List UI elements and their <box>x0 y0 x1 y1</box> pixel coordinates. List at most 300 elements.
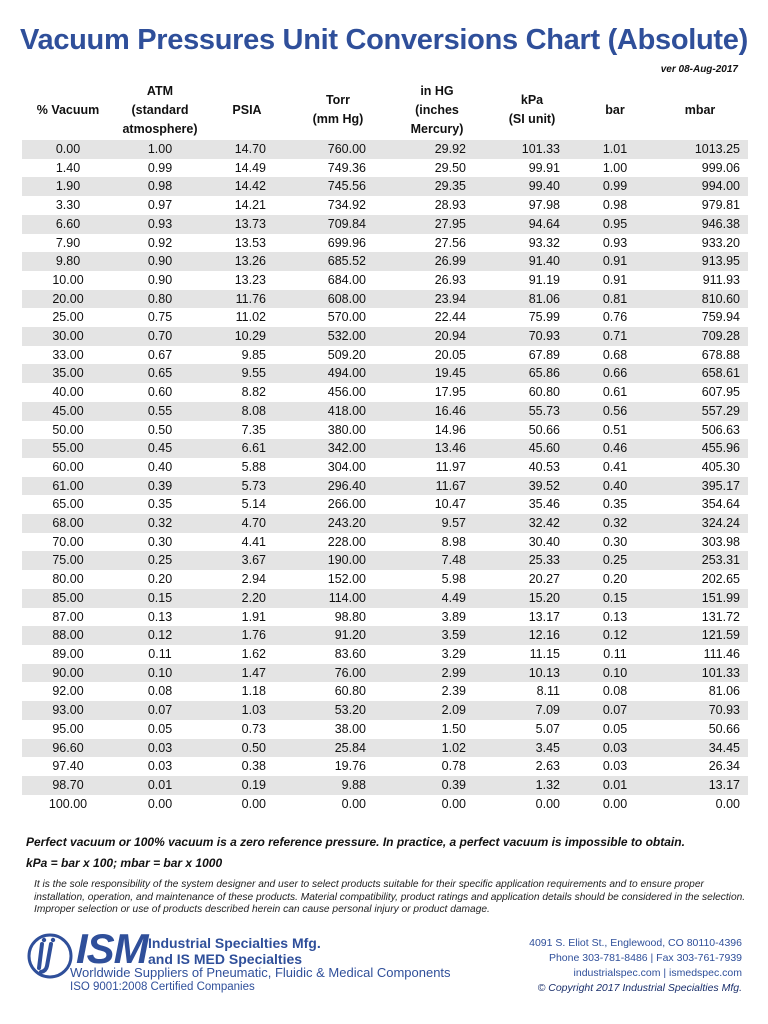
table-row <box>22 252 748 271</box>
table-cell: 8.82 <box>206 383 288 402</box>
table-cell: 749.36 <box>288 159 388 178</box>
table-cell: 658.61 <box>652 364 748 383</box>
table-cell: 709.84 <box>288 215 388 234</box>
table-cell: 0.10 <box>114 664 206 683</box>
table-cell: 1.18 <box>206 682 288 701</box>
table-cell: 26.99 <box>388 252 486 271</box>
table-cell: 0.00 <box>288 795 388 814</box>
table-cell: 7.48 <box>388 551 486 570</box>
table-cell: 913.95 <box>652 252 748 271</box>
table-cell: 70.93 <box>652 701 748 720</box>
table-cell: 13.73 <box>206 215 288 234</box>
table-cell: 0.12 <box>578 626 652 645</box>
table-cell: 70.93 <box>486 327 578 346</box>
table-cell: 32.42 <box>486 514 578 533</box>
table-cell: 0.00 <box>486 795 578 814</box>
table-row <box>22 421 748 440</box>
table-cell: 29.35 <box>388 177 486 196</box>
table-cell: 0.03 <box>114 739 206 758</box>
table-cell: 0.00 <box>652 795 748 814</box>
table-cell: 45.00 <box>22 402 114 421</box>
table-cell: 303.98 <box>652 533 748 552</box>
certification-text: ISO 9001:2008 Certified Companies <box>70 981 255 993</box>
table-cell: 88.00 <box>22 626 114 645</box>
table-row <box>22 739 748 758</box>
table-cell: 61.00 <box>22 477 114 496</box>
table-row <box>22 346 748 365</box>
table-cell: 0.20 <box>578 570 652 589</box>
table-cell: 75.99 <box>486 308 578 327</box>
table-cell: 38.00 <box>288 720 388 739</box>
table-row <box>22 551 748 570</box>
table-row <box>22 533 748 552</box>
table-cell: 114.00 <box>288 589 388 608</box>
table-cell: 60.80 <box>486 383 578 402</box>
table-row <box>22 757 748 776</box>
table-cell: 99.91 <box>486 159 578 178</box>
table-row <box>22 776 748 795</box>
table-cell: 0.25 <box>578 551 652 570</box>
table-row <box>22 364 748 383</box>
table-cell: 53.20 <box>288 701 388 720</box>
table-row <box>22 645 748 664</box>
table-cell: 296.40 <box>288 477 388 496</box>
table-cell: 14.70 <box>206 140 288 159</box>
column-header-line: Torr <box>325 93 351 107</box>
table-cell: 5.73 <box>206 477 288 496</box>
column-header <box>22 80 114 140</box>
table-cell: 532.00 <box>288 327 388 346</box>
table-cell: 68.00 <box>22 514 114 533</box>
table-cell: 994.00 <box>652 177 748 196</box>
table-cell: 685.52 <box>288 252 388 271</box>
table-cell: 0.00 <box>206 795 288 814</box>
table-cell: 946.38 <box>652 215 748 234</box>
table-cell: 266.00 <box>288 495 388 514</box>
table-cell: 0.95 <box>578 215 652 234</box>
table-row <box>22 215 748 234</box>
table-cell: 0.90 <box>114 271 206 290</box>
table-cell: 0.40 <box>578 477 652 496</box>
table-cell: 304.00 <box>288 458 388 477</box>
table-cell: 75.00 <box>22 551 114 570</box>
table-row <box>22 514 748 533</box>
table-cell: 11.67 <box>388 477 486 496</box>
table-cell: 2.39 <box>388 682 486 701</box>
table-cell: 0.00 <box>388 795 486 814</box>
table-cell: 0.55 <box>114 402 206 421</box>
table-cell: 10.29 <box>206 327 288 346</box>
table-cell: 91.19 <box>486 271 578 290</box>
table-cell: 0.05 <box>578 720 652 739</box>
table-cell: 0.07 <box>114 701 206 720</box>
table-cell: 95.00 <box>22 720 114 739</box>
table-cell: 5.07 <box>486 720 578 739</box>
table-cell: 0.99 <box>578 177 652 196</box>
table-cell: 25.00 <box>22 308 114 327</box>
table-cell: 228.00 <box>288 533 388 552</box>
table-cell: 324.24 <box>652 514 748 533</box>
table-cell: 89.00 <box>22 645 114 664</box>
table-row <box>22 290 748 309</box>
table-cell: 60.80 <box>288 682 388 701</box>
table-cell: 455.96 <box>652 439 748 458</box>
page-title: Vacuum Pressures Unit Conversions Chart (Absolute) <box>20 24 748 56</box>
table-cell: 0.01 <box>578 776 652 795</box>
table-cell: 11.02 <box>206 308 288 327</box>
table-row <box>22 439 748 458</box>
table-cell: 81.06 <box>486 290 578 309</box>
table-cell: 342.00 <box>288 439 388 458</box>
table-cell: 0.08 <box>578 682 652 701</box>
table-cell: 4.41 <box>206 533 288 552</box>
table-cell: 0.91 <box>578 271 652 290</box>
table-cell: 0.00 <box>578 795 652 814</box>
table-cell: 91.20 <box>288 626 388 645</box>
table-cell: 1.91 <box>206 608 288 627</box>
table-cell: 35.46 <box>486 495 578 514</box>
table-cell: 33.00 <box>22 346 114 365</box>
table-cell: 0.07 <box>578 701 652 720</box>
table-cell: 14.21 <box>206 196 288 215</box>
table-cell: 810.60 <box>652 290 748 309</box>
table-cell: 509.20 <box>288 346 388 365</box>
table-cell: 1.40 <box>22 159 114 178</box>
table-row <box>22 682 748 701</box>
table-cell: 20.27 <box>486 570 578 589</box>
table-cell: 60.00 <box>22 458 114 477</box>
table-cell: 0.92 <box>114 234 206 253</box>
table-row <box>22 626 748 645</box>
table-cell: 0.03 <box>114 757 206 776</box>
table-cell: 131.72 <box>652 608 748 627</box>
table-cell: 23.94 <box>388 290 486 309</box>
table-cell: 101.33 <box>486 140 578 159</box>
table-cell: 933.20 <box>652 234 748 253</box>
table-cell: 97.98 <box>486 196 578 215</box>
table-cell: 0.20 <box>114 570 206 589</box>
table-row <box>22 308 748 327</box>
table-cell: 354.64 <box>652 495 748 514</box>
table-cell: 570.00 <box>288 308 388 327</box>
table-row <box>22 383 748 402</box>
table-cell: 380.00 <box>288 421 388 440</box>
table-cell: 26.34 <box>652 757 748 776</box>
table-cell: 14.49 <box>206 159 288 178</box>
table-cell: 20.00 <box>22 290 114 309</box>
table-cell: 699.96 <box>288 234 388 253</box>
column-header <box>206 80 288 140</box>
table-cell: 50.66 <box>652 720 748 739</box>
table-cell: 1.03 <box>206 701 288 720</box>
table-cell: 1013.25 <box>652 140 748 159</box>
table-cell: 92.00 <box>22 682 114 701</box>
table-cell: 11.76 <box>206 290 288 309</box>
table-cell: 1.76 <box>206 626 288 645</box>
table-cell: 4.70 <box>206 514 288 533</box>
table-cell: 65.86 <box>486 364 578 383</box>
table-cell: 0.65 <box>114 364 206 383</box>
column-header-line: (mm Hg) <box>312 112 364 126</box>
table-cell: 93.32 <box>486 234 578 253</box>
table-cell: 5.98 <box>388 570 486 589</box>
table-cell: 9.85 <box>206 346 288 365</box>
table-cell: 30.00 <box>22 327 114 346</box>
table-cell: 151.99 <box>652 589 748 608</box>
table-row <box>22 271 748 290</box>
table-cell: 0.75 <box>114 308 206 327</box>
table-cell: 243.20 <box>288 514 388 533</box>
table-row <box>22 795 748 814</box>
table-row <box>22 701 748 720</box>
table-cell: 253.31 <box>652 551 748 570</box>
table-cell: 14.96 <box>388 421 486 440</box>
table-cell: 0.05 <box>114 720 206 739</box>
table-cell: 55.73 <box>486 402 578 421</box>
column-header <box>388 80 486 140</box>
column-header <box>578 80 652 140</box>
website-link[interactable]: industrialspec.com | ismedspec.com <box>573 967 742 979</box>
table-row <box>22 159 748 178</box>
table-cell: 9.88 <box>288 776 388 795</box>
table-cell: 0.12 <box>114 626 206 645</box>
table-cell: 15.20 <box>486 589 578 608</box>
table-row <box>22 664 748 683</box>
table-cell: 0.67 <box>114 346 206 365</box>
company-tagline: Worldwide Suppliers of Pneumatic, Fluidic & Medical Components <box>70 965 451 980</box>
table-cell: 12.16 <box>486 626 578 645</box>
table-cell: 8.11 <box>486 682 578 701</box>
table-cell: 0.40 <box>114 458 206 477</box>
table-cell: 8.08 <box>206 402 288 421</box>
table-cell: 50.66 <box>486 421 578 440</box>
table-cell: 3.67 <box>206 551 288 570</box>
table-cell: 11.97 <box>388 458 486 477</box>
table-cell: 80.00 <box>22 570 114 589</box>
table-cell: 0.13 <box>114 608 206 627</box>
table-cell: 7.09 <box>486 701 578 720</box>
table-cell: 2.99 <box>388 664 486 683</box>
table-cell: 101.33 <box>652 664 748 683</box>
table-cell: 10.00 <box>22 271 114 290</box>
table-cell: 456.00 <box>288 383 388 402</box>
table-cell: 98.70 <box>22 776 114 795</box>
table-cell: 0.11 <box>578 645 652 664</box>
table-cell: 11.15 <box>486 645 578 664</box>
table-row <box>22 589 748 608</box>
table-cell: 759.94 <box>652 308 748 327</box>
table-cell: 1.00 <box>114 140 206 159</box>
table-cell: 395.17 <box>652 477 748 496</box>
table-cell: 0.73 <box>206 720 288 739</box>
table-cell: 0.01 <box>114 776 206 795</box>
table-cell: 0.93 <box>578 234 652 253</box>
table-cell: 6.60 <box>22 215 114 234</box>
table-cell: 3.89 <box>388 608 486 627</box>
table-cell: 0.38 <box>206 757 288 776</box>
table-cell: 81.06 <box>652 682 748 701</box>
phone-text: Phone 303-781-8486 | Fax 303-761-7939 <box>548 952 742 964</box>
table-cell: 25.84 <box>288 739 388 758</box>
table-cell: 0.71 <box>578 327 652 346</box>
column-header-line: (SI unit) <box>508 112 556 126</box>
table-cell: 3.29 <box>388 645 486 664</box>
table-cell: 7.90 <box>22 234 114 253</box>
table-cell: 0.68 <box>578 346 652 365</box>
table-cell: 35.00 <box>22 364 114 383</box>
table-cell: 3.30 <box>22 196 114 215</box>
table-cell: 1.00 <box>578 159 652 178</box>
table-cell: 13.26 <box>206 252 288 271</box>
table-cell: 94.64 <box>486 215 578 234</box>
table-cell: 9.55 <box>206 364 288 383</box>
table-cell: 0.61 <box>578 383 652 402</box>
table-cell: 557.29 <box>652 402 748 421</box>
table-cell: 111.46 <box>652 645 748 664</box>
table-cell: 29.92 <box>388 140 486 159</box>
table-cell: 684.00 <box>288 271 388 290</box>
table-cell: 40.53 <box>486 458 578 477</box>
table-cell: 96.60 <box>22 739 114 758</box>
table-cell: 0.00 <box>114 795 206 814</box>
table-cell: 0.03 <box>578 757 652 776</box>
column-header-line: (inches <box>415 102 459 117</box>
table-cell: 121.59 <box>652 626 748 645</box>
table-cell: 190.00 <box>288 551 388 570</box>
table-cell: 22.44 <box>388 308 486 327</box>
column-header-line: mbar <box>684 102 716 117</box>
table-cell: 0.70 <box>114 327 206 346</box>
table-cell: 5.88 <box>206 458 288 477</box>
company-line-1: Industrial Specialties Mfg. <box>148 935 321 951</box>
table-cell: 7.35 <box>206 421 288 440</box>
table-cell: 13.23 <box>206 271 288 290</box>
table-cell: 0.15 <box>114 589 206 608</box>
table-cell: 14.42 <box>206 177 288 196</box>
table-cell: 405.30 <box>652 458 748 477</box>
table-cell: 98.80 <box>288 608 388 627</box>
table-cell: 999.06 <box>652 159 748 178</box>
table-header-row <box>22 80 748 140</box>
ism-logo-icon <box>26 932 74 980</box>
table-cell: 734.92 <box>288 196 388 215</box>
table-row <box>22 234 748 253</box>
table-cell: 20.05 <box>388 346 486 365</box>
table-row <box>22 720 748 739</box>
column-header <box>486 80 578 140</box>
table-row <box>22 140 748 159</box>
table-cell: 709.28 <box>652 327 748 346</box>
table-cell: 0.50 <box>206 739 288 758</box>
table-cell: 0.10 <box>578 664 652 683</box>
table-cell: 0.76 <box>578 308 652 327</box>
table-cell: 0.60 <box>114 383 206 402</box>
table-cell: 19.76 <box>288 757 388 776</box>
table-cell: 0.98 <box>578 196 652 215</box>
table-row <box>22 477 748 496</box>
table-cell: 0.35 <box>578 495 652 514</box>
table-cell: 3.59 <box>388 626 486 645</box>
table-cell: 911.93 <box>652 271 748 290</box>
company-name <box>148 935 321 967</box>
table-cell: 0.15 <box>578 589 652 608</box>
table-cell: 0.66 <box>578 364 652 383</box>
table-cell: 0.45 <box>114 439 206 458</box>
table-cell: 8.98 <box>388 533 486 552</box>
table-row <box>22 196 748 215</box>
table-cell: 1.02 <box>388 739 486 758</box>
table-cell: 34.45 <box>652 739 748 758</box>
table-cell: 50.00 <box>22 421 114 440</box>
table-cell: 5.14 <box>206 495 288 514</box>
table-cell: 418.00 <box>288 402 388 421</box>
table-cell: 45.60 <box>486 439 578 458</box>
table-cell: 0.41 <box>578 458 652 477</box>
table-cell: 1.01 <box>578 140 652 159</box>
table-row <box>22 327 748 346</box>
table-row <box>22 608 748 627</box>
table-row <box>22 177 748 196</box>
table-cell: 760.00 <box>288 140 388 159</box>
table-cell: 67.89 <box>486 346 578 365</box>
table-cell: 0.51 <box>578 421 652 440</box>
table-cell: 25.33 <box>486 551 578 570</box>
table-cell: 0.98 <box>114 177 206 196</box>
table-cell: 0.39 <box>388 776 486 795</box>
table-cell: 0.97 <box>114 196 206 215</box>
table-cell: 91.40 <box>486 252 578 271</box>
table-cell: 97.40 <box>22 757 114 776</box>
table-cell: 55.00 <box>22 439 114 458</box>
table-cell: 83.60 <box>288 645 388 664</box>
table-cell: 0.30 <box>578 533 652 552</box>
table-cell: 0.30 <box>114 533 206 552</box>
table-cell: 0.19 <box>206 776 288 795</box>
table-cell: 152.00 <box>288 570 388 589</box>
table-cell: 506.63 <box>652 421 748 440</box>
table-cell: 0.56 <box>578 402 652 421</box>
column-header <box>114 80 206 140</box>
column-header-line: ATM <box>146 83 174 98</box>
table-cell: 0.13 <box>578 608 652 627</box>
table-cell: 19.45 <box>388 364 486 383</box>
table-cell: 13.17 <box>652 776 748 795</box>
table-cell: 0.81 <box>578 290 652 309</box>
table-cell: 494.00 <box>288 364 388 383</box>
table-cell: 1.47 <box>206 664 288 683</box>
column-header-line: PSIA <box>232 102 262 117</box>
table-cell: 0.90 <box>114 252 206 271</box>
table-cell: 4.49 <box>388 589 486 608</box>
table-row <box>22 458 748 477</box>
version-label: ver 08-Aug-2017 <box>660 64 738 75</box>
column-header <box>652 80 748 140</box>
formula-note: kPa = bar x 100; mbar = bar x 1000 <box>26 856 223 870</box>
table-cell: 678.88 <box>652 346 748 365</box>
table-cell: 40.00 <box>22 383 114 402</box>
table-cell: 10.13 <box>486 664 578 683</box>
table-body <box>22 140 748 813</box>
disclaimer-text: It is the sole responsibility of the system designer and user to select products suitable for their specific application requirements and to ensure proper installation, operation, and maintenance of these products. Material compatibility, product ratings and application details should be considered in the selection. Improper selection or use of products described herein can cause personal injury or product damage. <box>34 879 746 915</box>
table-cell: 0.39 <box>114 477 206 496</box>
table-cell: 13.53 <box>206 234 288 253</box>
table-cell: 1.62 <box>206 645 288 664</box>
table-cell: 27.95 <box>388 215 486 234</box>
table-cell: 2.09 <box>388 701 486 720</box>
table-cell: 0.03 <box>578 739 652 758</box>
table-cell: 27.56 <box>388 234 486 253</box>
table-cell: 0.78 <box>388 757 486 776</box>
